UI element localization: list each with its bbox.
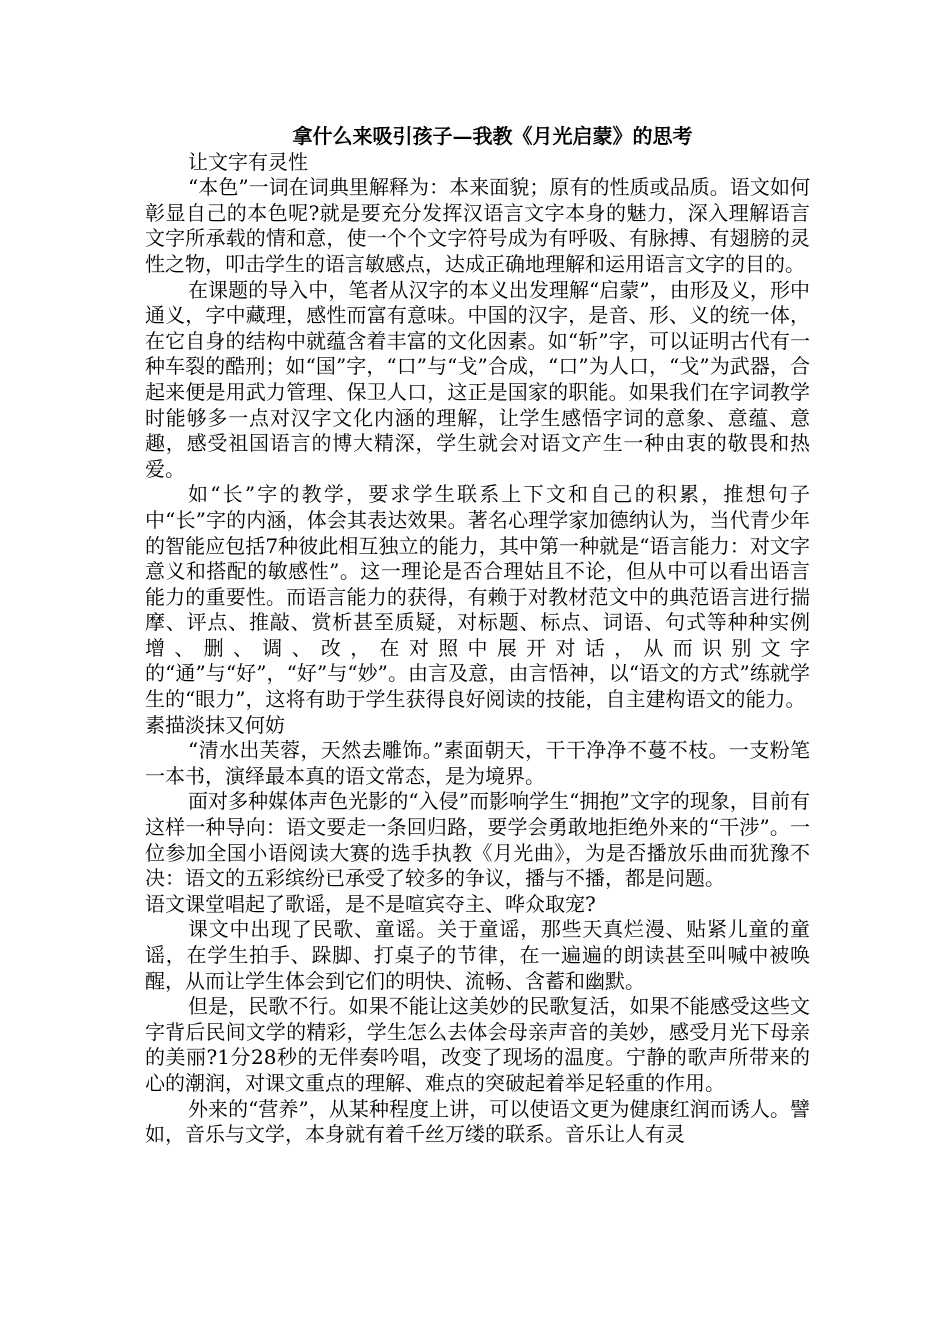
paragraph: “清水出芙蓉，天然去雕饰。”素面朝天，干干净净不蔓不枝。一支粉笔一本书，演绎最本真的语文常态，是为境界。 [145,738,810,788]
paragraph: 但是，民歌不行。如果不能让这美妙的民歌复活，如果不能感受这些文字背后民间文学的精彩，学生怎么去体会母亲声音的美妙，感受月光下母亲的美丽?1分28秒的无伴奏吟唱，改变了现场的温度。宁静的歌声所带来的心的潮润，对课文重点的理解、难点的突破起着举足轻重的作用。 [145,994,810,1095]
section-heading-1: 让文字有灵性 [188,149,308,174]
document-page [145,124,810,1148]
section-heading-3: 语文课堂唱起了歌谣，是不是喧宾夺主、哗众取宠? [145,891,596,916]
paragraph: 课文中出现了民歌、童谣。关于童谣，那些天真烂漫、贴紧儿童的童谣，在学生拍手、跺脚、打桌子的节律，在一遍遍的朗读甚至叫喊中被唤醒，从而让学生体会到它们的明快、流畅、含蓄和幽默。 [145,917,810,993]
paragraph: 面对多种媒体声色光影的“入侵”而影响学生“拥抱”文字的现象，目前有这样一种导向：语文要走一条回归路，要学会勇敢地拒绝外来的“干涉”。一位参加全国小语阅读大赛的选手执教《月光曲》，为是否播放乐曲而犹豫不决：语文的五彩缤纷已承受了较多的争议，播与不播，都是问题。 [145,789,810,891]
paragraph: 外来的“营养”，从某种程度上讲，可以使语文更为健康红润而诱人。譬如，音乐与文学，本身就有着千丝万缕的联系。音乐让人有灵 [145,1096,810,1147]
paragraph: “本色”一词在词典里解释为：本来面貌；原有的性质或品质。语文如何彰显自己的本色呢?就是要充分发挥汉语言文字本身的魅力，深入理解语言文字所承载的情和意，使一个个文字符号成为有呼吸、有脉搏、有翅膀的灵性之物，叩击学生的语言敏感点，达成正确地理解和运用语言文字的目的。 [145,175,810,276]
paragraph: 在课题的导入中，笔者从汉字的本义出发理解“启蒙”，由形及义，形中通义，字中藏理，感性而富有意味。中国的汉字，是音、形、义的统一体，在它自身的结构中就蕴含着丰富的文化因素。如“斩”字，可以证明古代有一种车裂的酷刑；如“国”字，“口”与“戈”合成，“口”为人口，“戈”为武器，合起来便是用武力管理、保卫人口，这正是国家的职能。如果我们在字词教学时能够多一点对汉字文化内涵的理解，让学生感悟字词的意象、意蕴、意趣，感受祖国语言的博大精深，学生就会对语文产生一种由衷的敬畏和热爱。 [145,277,810,481]
paragraph: 如“长”字的教学，要求学生联系上下文和自己的积累，推想句子中“长”字的内涵，体会其表达效果。著名心理学家加德纳认为，当代青少年的智能应包括7种彼此相互独立的能力，其中第一种就是“语言能力：对文字意义和搭配的敏感性”。这一理论是否合理姑且不论，但从中可以看出语言能力的重要性。而语言能力的获得，有赖于对教材范文中的典范语言进行揣摩、评点、推敲、赏析甚至质疑，对标题、标点、词语、句式等种种实例增、删、调、改，在对照中展开对话，从而识别文字的“通”与“好”，“好”与“妙”。由言及意，由言悟神，以“语文的方式”练就学生的“眼力”，这将有助于学生获得良好阅读的技能，自主建构语文的能力。 [145,482,810,712]
document-title: 拿什么来吸引孩子—我教《月光启蒙》的思考 [292,124,693,148]
section-heading-2: 素描淡抹又何妨 [145,712,285,737]
